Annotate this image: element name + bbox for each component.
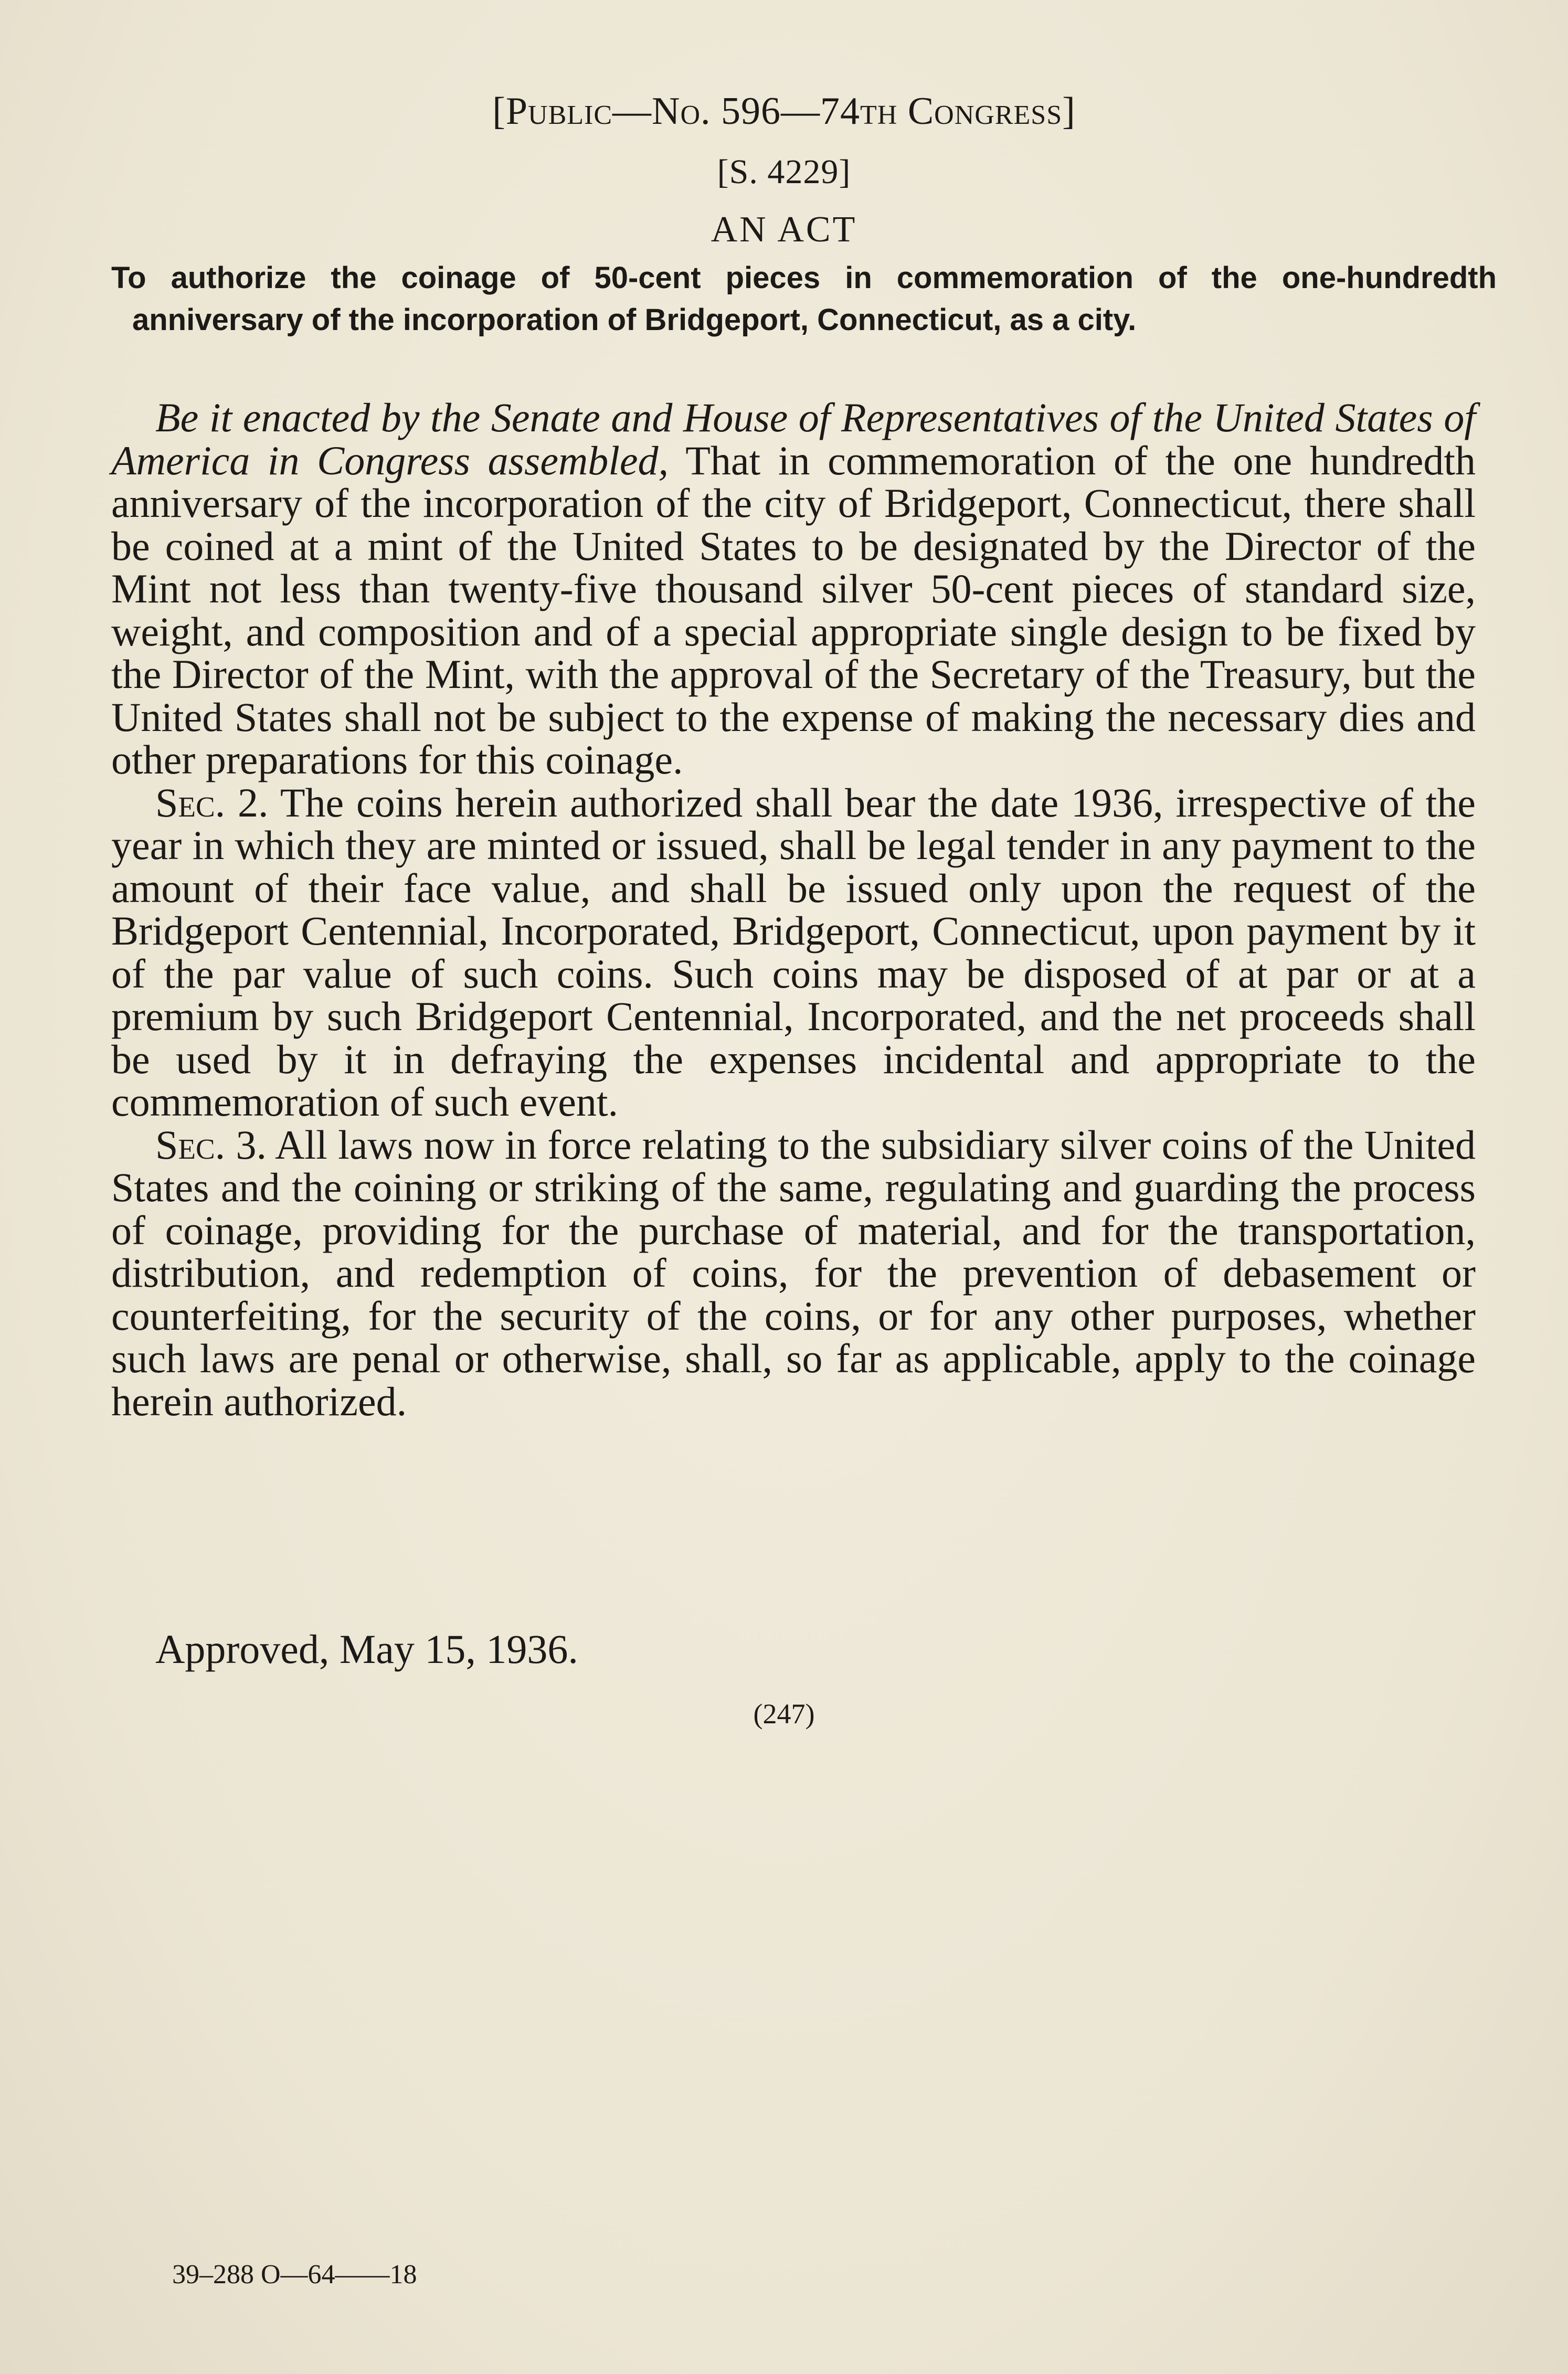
bill-number: [S. 4229] [717,153,851,191]
public-law-heading: [Public—No. 596—74th Congress] [492,90,1076,133]
approval-date: Approved, May 15, 1936. [155,1626,578,1672]
section-1-text: That in commemoration of the one hundredth anniversary of the incorporation of the city of Bridgeport, Connecticut, there shall be coined at a mint of the United States to be designated by the Director of the Mint not less than twenty-five thousand silver 50-cent pieces of standard size, weight, and composition and of a special appropriate single design to be fixed by the Director of the Mint, with the approval of the Secretary of the Treasury, but the United States shall not be subject to the expense of making the necessary dies and other preparations for this coinage. [111,437,1476,782]
section-2-label: Sec. 2. [155,779,269,825]
section-3-text: All laws now in force relating to the subsidiary silver coins of the United States and the coining or striking of the same, regulating and guarding the process of coinage, providing for the purchase of material, and for the transportation, distribution, and redemption of coins, for the prevention of debasement or counterfeiting, for the security of the coins, or for any other purposes, whether such laws are penal or otherwise, shall, so far as applicable, apply to the coinage herein authorized. [111,1121,1476,1424]
section-1 [111,396,1476,781]
section-3-label: Sec. 3. [155,1121,267,1168]
print-code: 39–288 O—64——18 [172,2260,417,2290]
act-title: To authorize the coinage of 50-cent pieces in commemoration of the one-hundredth anniversary of the incorporation of Bridgeport, Connecticut, as a city. [111,261,1497,337]
section-2 [111,781,1476,1124]
act-body [111,396,1476,1423]
section-2-text: The coins herein authorized shall bear the date 1936, irrespective of the year in which they are minted or issued, shall be legal tender in any payment to the amount of their face value, and shall be issued only upon the request of the Bridgeport Centennial, Incorporated, Bridgeport, Connecticut, upon payment by it of the par value of such coins. Such coins may be disposed of at par or at a premium by such Bridgeport Centennial, Incorporated, and the net proceeds shall be used by it in defraying the expenses incidental and appropriate to the commemoration of such event. [111,779,1476,1125]
act-label: AN ACT [711,209,857,250]
section-3 [111,1121,1476,1424]
page-number: (247) [753,1698,815,1730]
enacting-clause: Be it enacted by the Senate and House of Representatives of the United States of America in Congress assembled, [111,395,1476,483]
